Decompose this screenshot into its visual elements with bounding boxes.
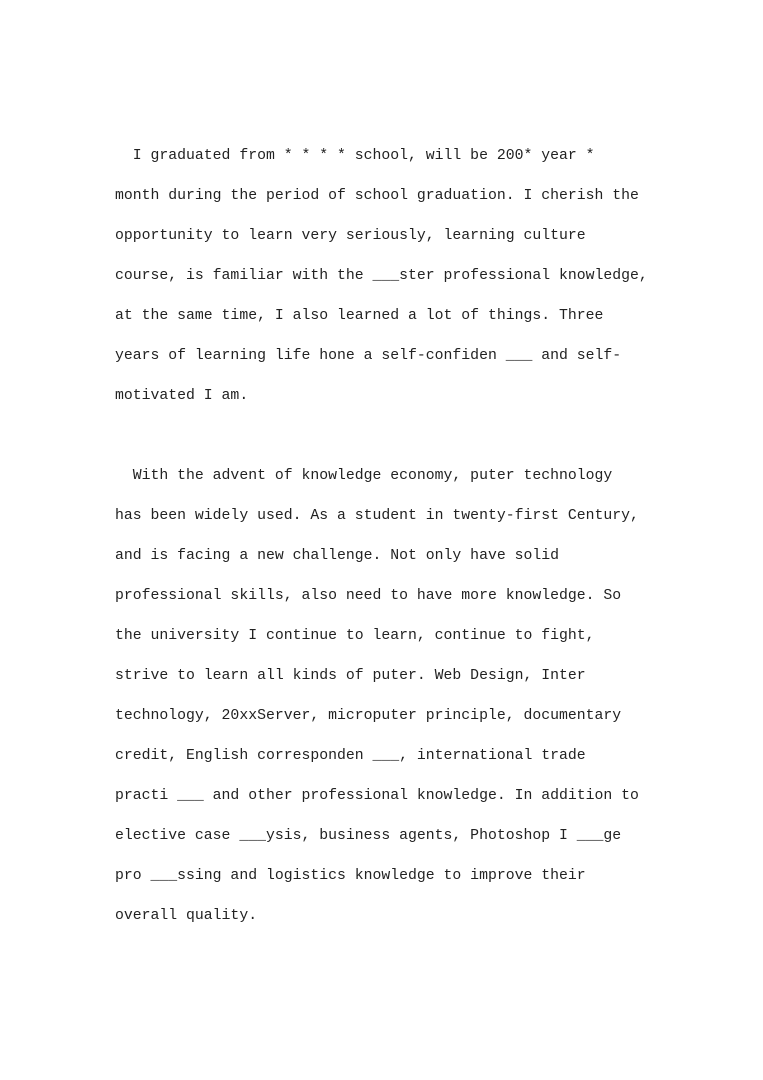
text-line: motivated I am. [115,388,249,404]
text-line: at the same time, I also learned a lot of things. Three [115,308,604,324]
text-line: professional skills, also need to have more knowledge. So [115,588,622,604]
paragraph-knowledge-economy [115,456,675,936]
text-line: elective case ___ysis, business agents, Photoshop I ___ge [115,828,622,844]
text-line: course, is familiar with the ___ster professional knowledge, [115,268,648,284]
paragraph-graduation [115,136,675,416]
text-line: month during the period of school graduation. I cherish the [115,188,639,204]
text-line: the university I continue to learn, continue to fight, [115,628,595,644]
text-line: I graduated from * * * * school, will be 200* year * [115,148,595,164]
text-line: and is facing a new challenge. Not only have solid [115,548,559,564]
text-line: years of learning life hone a self-confiden ___ and self- [115,348,622,364]
text-line: With the advent of knowledge economy, puter technology [115,468,613,484]
text-line: credit, English corresponden ___, international trade [115,748,586,764]
text-line: has been widely used. As a student in twenty-first Century, [115,508,639,524]
text-line: technology, 20xxServer, microputer principle, documentary [115,708,622,724]
text-line: practi ___ and other professional knowledge. In addition to [115,788,639,804]
text-line: pro ___ssing and logistics knowledge to improve their [115,868,586,884]
text-line: strive to learn all kinds of puter. Web Design, Inter [115,668,586,684]
text-line: opportunity to learn very seriously, learning culture [115,228,586,244]
text-line: overall quality. [115,908,258,924]
